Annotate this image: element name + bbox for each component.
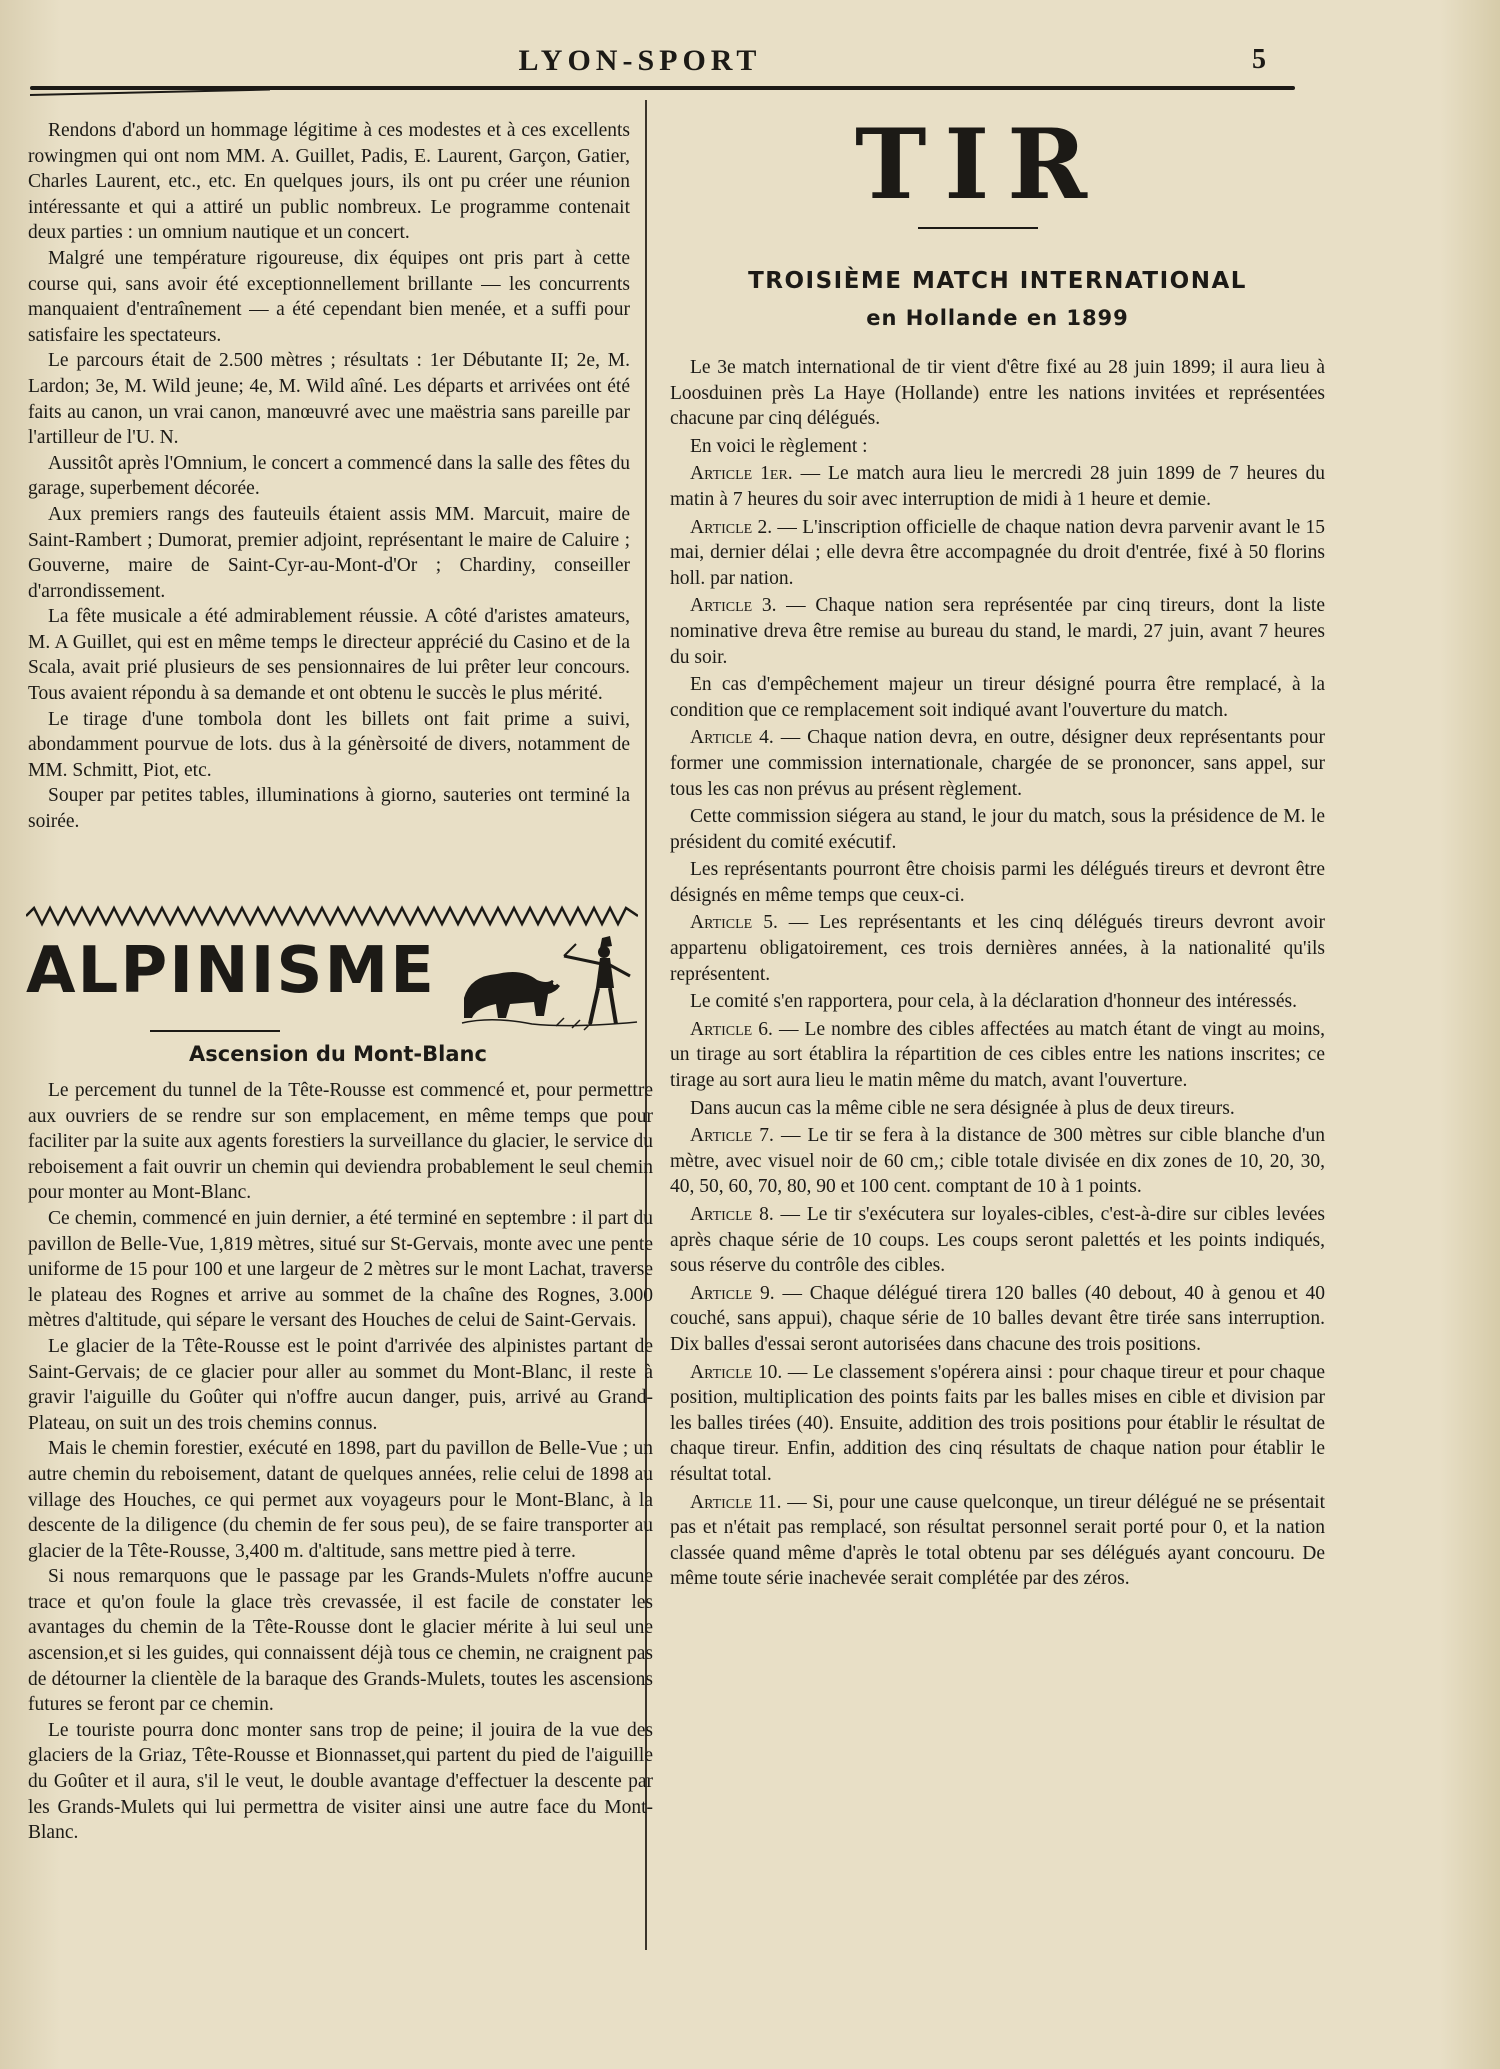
article-text: — Le tir se fera à la distance de 300 mètres sur cible blanche d'un mètre, avec visuel noir de 60 cm,; cible totale divisée en dix zones de 10, 20, 30, 40, 50, 60, 70, 80, 90 et 100 cent. comptant de 10 à 1 points. xyxy=(670,1125,1326,1198)
article-text: — Le match aura lieu le mercredi 28 juin 1899 de 7 heures du matin à 7 heures du soir avec interruption de midi à 1 heure et demie. xyxy=(670,463,1326,510)
paragraph: Le 3e match international de tir vient d'être fixé au 28 juin 1899; il aura lieu à Loosduinen près La Haye (Hollande) entre les nations invitées et représentées chacune par cinq délégués. xyxy=(670,357,1325,430)
article-text: — Si, pour une cause quelconque, un tireur délégué ne se présentait pas et n'était pas remplacé, son résultat personnel serait porté pour 0, et la nation classée quand même d'après le total obtenu par ses délégués ayant concouru. De même toute série inachevée serait complétée par des zéros. xyxy=(670,1491,1325,1590)
article-text: Le comité s'en rapportera, pour cela, à la déclaration d'honneur des intéressés. xyxy=(690,991,1297,1013)
article-paragraph xyxy=(670,461,1325,512)
paragraph: Mais le chemin forestier, exécuté en 1898, part du pavillon de Belle-Vue ; un autre chemin du reboisement, datant de quelques années, relie celui de 1898 au village des Houches, ce qui permet aux voyageurs pour le Mont-Blanc, à la descente de la diligence (du chemin de fer sous peu), de se faire transporter au glacier de la Tête-Rousse, 3,400 m. d'altitude, sans mettre pied à terre. xyxy=(28,1438,653,1562)
article-paragraph xyxy=(670,1490,1325,1592)
article-label: Article 7. xyxy=(690,1125,774,1147)
article-paragraph xyxy=(670,804,1325,855)
article-text: — Chaque nation sera représentée par cinq tireurs, dont la liste nominative dreva être remise au bureau du stand, le mardi, 27 juin, avant 7 heures du soir. xyxy=(670,595,1325,668)
section-rule xyxy=(150,1030,280,1032)
article-paragraph xyxy=(670,989,1325,1015)
article-paragraph xyxy=(670,515,1325,592)
article-paragraph xyxy=(670,1281,1325,1358)
article-label: Article 1er. xyxy=(690,463,793,485)
tir-article xyxy=(670,355,1325,1594)
article-paragraph xyxy=(670,1123,1325,1200)
article-text: Les représentants pourront être choisis parmi les délégués tireurs et devront être désignés en même temps que ceux-ci. xyxy=(670,859,1325,906)
article-label: Article 2. xyxy=(690,516,773,538)
article-text: — Le nombre des cibles affectées au match étant de vingt au moins, un tirage au sort établira la répartition de ces cibles entre les nations inscrites; ce tirage au sort aura lieu le matin même du match, avant l'ouverture. xyxy=(670,1018,1326,1092)
article-text: — Chaque délégué tirera 120 balles (40 debout, 40 à genou et 40 couché, sans appui), chaque série de 10 balles devant être tirée sans interruption. Dix balles d'essai seront autorisées dans chacune des trois positions. xyxy=(670,1282,1326,1355)
paragraph: Malgré une température rigoureuse, dix équipes ont pris part à cette course qui, sans avoir été exceptionnellement brillante — les concurrents manquaient d'entraînement — a été cependant bien menée, et a suffi pour satisfaire les spectateurs. xyxy=(28,247,630,346)
article-label: Article 6. xyxy=(690,1018,773,1040)
article-label: Article 4. xyxy=(690,727,774,749)
paragraph: Rendons d'abord un hommage légitime à ces modestes et à ces excellents rowingmen qui ont nom MM. A. Guillet, Padis, E. Laurent, Garçon, Gatier, Charles Laurent, etc., etc. En quelques jours, ils ont pu créer une réunion intéressante et qui a attiré un public nombreux. Le programme contenait deux parties : un omnium nautique et un concert. xyxy=(28,120,630,244)
paragraph: Souper par petites tables, illuminations à giorno, sauteries ont terminé la soirée. xyxy=(28,785,630,833)
article-label: Article 3. xyxy=(690,595,777,617)
tir-subheading: TROISIÈME MATCH INTERNATIONAL xyxy=(748,268,1247,294)
paragraph: Le tirage d'une tombola dont les billets ont fait prime a suivi, abondamment pourvue de lots. dus à la génèrsoité de divers, notamment de MM. Schmitt, Piot, etc. xyxy=(28,708,630,781)
article-paragraph xyxy=(670,593,1325,670)
paragraph: Le glacier de la Tête-Rousse est le point d'arrivée des alpinistes partant de Saint-Gervais; de ce glacier pour aller au sommet du Mont-Blanc, il reste à gravir l'aiguille du Goûter qui n'offre aucun danger, puis, arrivé au Grand-Plateau, on suit un des trois chemins connus. xyxy=(28,1335,653,1434)
article-text: — L'inscription officielle de chaque nation devra parvenir avant le 15 mai, dernier délai ; elle devra être accompagnée du droit d'entrée, fixé à 50 florins holl. par nation. xyxy=(670,516,1325,589)
article-paragraph xyxy=(670,1017,1325,1094)
paragraph: Ce chemin, commencé en juin dernier, a été terminé en septembre : il part du pavillon de Belle-Vue, 1,819 mètres, situé sur St-Gervais, monte avec une pente uniforme de 15 pour 100 et une largeur de 2 mètres sur le mont Lachat, traverse le plateau des Rognes et arrive au sommet de la chaîne des Rognes, 3.000 mètres d'altitude, qui sépare le versant des Houches de celui de Saint-Gervais. xyxy=(28,1207,653,1332)
zigzag-divider xyxy=(26,905,638,927)
nautique-article xyxy=(28,118,630,835)
article-label: Article 9. xyxy=(690,1282,775,1304)
section-rule xyxy=(918,227,1038,229)
article-text: — Le classement s'opérera ainsi : pour chaque tireur et pour chaque position, multiplication des points faits par les balles mises en cible et division par les balles tirées (40). Ensuite, addition des trois positions pour établir le résultat de chaque tireur. Enfin, addition des cinq résultats de chaque nation pour établir le résultat total. xyxy=(670,1361,1326,1485)
alpinisme-article xyxy=(28,1078,653,1846)
article-paragraph xyxy=(670,910,1325,987)
article-label: Article 5. xyxy=(690,912,778,934)
article-paragraph xyxy=(670,672,1325,723)
article-text: — Chaque nation devra, en outre, désigner deux représentants pour former une commission internationale, chargée de se prononcer, sans appel, sur tous les cas non prévus au présent règlement. xyxy=(670,727,1325,800)
article-paragraph xyxy=(670,1096,1325,1122)
paragraph: La fête musicale a été admirablement réussie. A côté d'aristes amateurs, M. A Guillet, qui est en même temps le directeur apprécié du Casino et de la Scala, avait prié plusieurs de ses pensionnaires de lui prêter leur concours. Tous avaient répondu à sa demande et ont obtenu le succès le plus mérité. xyxy=(28,606,630,705)
article-paragraph xyxy=(670,725,1325,802)
masthead: LYON-SPORT xyxy=(518,44,762,77)
alpinisme-subheading: Ascension du Mont-Blanc xyxy=(189,1042,487,1066)
paragraph: Si nous remarquons que le passage par les Grands-Mulets n'offre aucune trace et qu'on foule la glace très crevassée, il est facile de constater les avantages du chemin de la Tête-Rousse dont le glacier mérite à lui seul une ascension,et si les guides, qui connaissent déjà tous ce chemin, ne craignent pas de détourner la clientèle de la baraque des Grands-Mulets, toutes les ascensions futures se feront par ce chemin. xyxy=(28,1566,653,1716)
article-text: — Les représentants et les cinq délégués tireurs devront avoir appartenu obligatoirement, ces trois dernières années, à la nationalité qu'ils représentent. xyxy=(670,912,1325,985)
tir-subheading-secondary: en Hollande en 1899 xyxy=(866,306,1129,330)
paragraph: Aussitôt après l'Omnium, le concert a commencé dans la salle des fêtes du garage, superbement décorée. xyxy=(28,452,630,500)
article-label: Article 10. xyxy=(690,1361,783,1383)
article-label: Article 8. xyxy=(690,1204,774,1225)
article-text: — Le tir s'exécutera sur loyales-cibles, c'est-à-dire sur cibles levées après chaque série de 10 coups. Les coups seront palettés et les points indiqués, sous réserve du contrôle des cibles. xyxy=(670,1204,1325,1277)
article-text: Dans aucun cas la même cible ne sera désignée à plus de deux tireurs. xyxy=(690,1097,1235,1119)
article-label: Article 11. xyxy=(690,1491,782,1513)
article-text: En cas d'empêchement majeur un tireur désigné pourra être remplacé, à la condition que ce remplacement soit indiqué avant l'ouverture du match. xyxy=(670,674,1325,721)
tir-heading: TIR xyxy=(854,108,1106,221)
paragraph: En voici le règlement : xyxy=(690,435,868,457)
paragraph: Le percement du tunnel de la Tête-Rousse est commencé et, pour permettre aux ouvriers de se rendre sur son emplacement, en même temps que pour faciliter par la suite aux agents forestiers la surveillance du glacier, le service du reboisement a fait ouvrir un chemin qui deviendra probablement le seul chemin pour monter au Mont-Blanc. xyxy=(28,1080,653,1204)
paragraph: Le touriste pourra donc monter sans trop de peine; il jouira de la vue des glaciers de la Griaz, Tête-Rousse et Bionnasset,qui partent du pied de l'aiguille du Goûter et il aura, s'il le veut, le double avantage d'effectuer la descente par les Grands-Mulets qui lui permettra de visiter ainsi une autre face du Mont-Blanc. xyxy=(28,1719,653,1844)
bear-hunter-illustration-icon xyxy=(452,928,642,1036)
paragraph: Aux premiers rangs des fauteuils étaient assis MM. Marcuit, maire de Saint-Rambert ; Dumorat, premier adjoint, représentant le maire de Caluire ; Gouverne, maire de Saint-Cyr-au-Mont-d'Or ; Chardiny, conseiller d'arrondissement. xyxy=(28,503,630,602)
alpinisme-heading: ALPINISME xyxy=(26,934,436,1008)
article-paragraph xyxy=(670,857,1325,908)
article-paragraph xyxy=(670,1360,1325,1488)
article-paragraph xyxy=(670,1202,1325,1279)
page-number: 5 xyxy=(1252,44,1266,75)
article-text: Cette commission siégera au stand, le jour du match, sous la présidence de M. le président du comité exécutif. xyxy=(670,806,1325,853)
paragraph: Le parcours était de 2.500 mètres ; résultats : 1er Débutante II; 2e, M. Lardon; 3e, M. Wild jeune; 4e, M. Wild aîné. Les départs et arrivées ont été faits au canon, un vrai canon, manœuvré avec une maëstria sans pareille par l'artilleur de l'U. N. xyxy=(28,350,630,449)
